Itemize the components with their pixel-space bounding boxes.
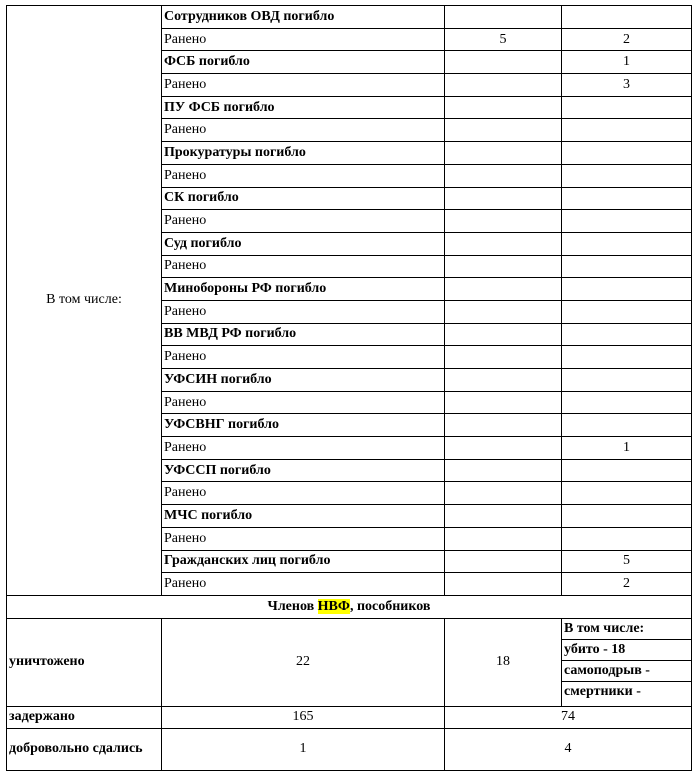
row-value-2: 1 [562, 437, 692, 460]
destroyed-note [562, 618, 692, 706]
row-label: Гражданских лиц погибло [162, 550, 445, 573]
row-label: ВВ МВД РФ погибло [162, 323, 445, 346]
section-header-row [7, 595, 692, 618]
section-header [7, 595, 692, 618]
table-row [7, 6, 692, 29]
row-label: ПУ ФСБ погибло [162, 96, 445, 119]
row-value-1 [445, 74, 562, 97]
row-value-1 [445, 300, 562, 323]
row-value-1 [445, 164, 562, 187]
row-value-1 [445, 505, 562, 528]
row-label: УФСВНГ погибло [162, 414, 445, 437]
note-line-3: самоподрыв - [562, 660, 691, 681]
row-value-1 [445, 437, 562, 460]
destroyed-value-1: 22 [162, 618, 445, 706]
row-value-2: 3 [562, 74, 692, 97]
row-value-2: 2 [562, 573, 692, 596]
row-label: УФССП погибло [162, 459, 445, 482]
row-value-2 [562, 300, 692, 323]
detained-value-2: 74 [445, 706, 692, 728]
row-value-1 [445, 96, 562, 119]
row-value-2 [562, 278, 692, 301]
destroyed-value-2: 18 [445, 618, 562, 706]
row-value-2 [562, 232, 692, 255]
row-value-2: 1 [562, 51, 692, 74]
row-label: Прокуратуры погибло [162, 142, 445, 165]
row-value-1 [445, 119, 562, 142]
note-line-1: В том числе: [564, 620, 645, 636]
row-label: Сотрудников ОВД погибло [162, 6, 445, 29]
destroyed-row [7, 618, 692, 706]
row-value-1 [445, 323, 562, 346]
row-value-1 [445, 346, 562, 369]
row-label: Ранено [162, 482, 445, 505]
detained-row [7, 706, 692, 728]
row-value-1 [445, 527, 562, 550]
row-value-2 [562, 391, 692, 414]
row-label: Ранено [162, 28, 445, 51]
row-value-1 [445, 51, 562, 74]
detained-label: задержано [7, 706, 162, 728]
row-value-2 [562, 414, 692, 437]
section-suffix: , пособников [349, 598, 431, 614]
row-value-2 [562, 255, 692, 278]
surrendered-row [7, 728, 692, 770]
destroyed-label: уничтожено [7, 618, 162, 706]
surrendered-label: добровольно сдались [7, 728, 162, 770]
note-line-2: убито - 18 [562, 639, 691, 660]
casualty-rows [7, 6, 692, 596]
row-value-2: 2 [562, 28, 692, 51]
row-value-1 [445, 369, 562, 392]
section-prefix: Членов [267, 598, 318, 614]
group-label: В том числе: [7, 6, 162, 596]
row-value-1 [445, 482, 562, 505]
row-value-1 [445, 414, 562, 437]
row-value-2 [562, 210, 692, 233]
section-highlight: НВФ [317, 598, 350, 614]
row-label: СК погибло [162, 187, 445, 210]
row-label: Ранено [162, 255, 445, 278]
row-value-2 [562, 459, 692, 482]
row-value-1 [445, 187, 562, 210]
row-label: Минобороны РФ погибло [162, 278, 445, 301]
row-value-2 [562, 96, 692, 119]
row-value-1 [445, 278, 562, 301]
nvf-section [7, 595, 692, 770]
row-value-2 [562, 346, 692, 369]
row-value-2 [562, 369, 692, 392]
row-label: Ранено [162, 391, 445, 414]
detained-value-1: 165 [162, 706, 445, 728]
surrendered-value-2: 4 [445, 728, 692, 770]
row-label: Ранено [162, 164, 445, 187]
row-value-1 [445, 142, 562, 165]
row-value-2 [562, 527, 692, 550]
surrendered-value-1: 1 [162, 728, 445, 770]
row-value-1 [445, 550, 562, 573]
row-label: Суд погибло [162, 232, 445, 255]
row-value-2 [562, 482, 692, 505]
row-label: Ранено [162, 346, 445, 369]
row-value-1 [445, 573, 562, 596]
row-value-2 [562, 505, 692, 528]
row-label: Ранено [162, 119, 445, 142]
row-value-1: 5 [445, 28, 562, 51]
row-label: МЧС погибло [162, 505, 445, 528]
row-value-2 [562, 142, 692, 165]
row-label: УФСИН погибло [162, 369, 445, 392]
row-value-2 [562, 164, 692, 187]
row-label: Ранено [162, 300, 445, 323]
row-value-2 [562, 6, 692, 29]
row-label: Ранено [162, 210, 445, 233]
row-label: Ранено [162, 437, 445, 460]
report-table [6, 5, 692, 771]
row-value-1 [445, 459, 562, 482]
row-label: Ранено [162, 573, 445, 596]
row-value-1 [445, 391, 562, 414]
row-value-2 [562, 119, 692, 142]
row-label: Ранено [162, 527, 445, 550]
row-value-1 [445, 232, 562, 255]
row-value-2: 5 [562, 550, 692, 573]
row-value-2 [562, 323, 692, 346]
row-label: Ранено [162, 74, 445, 97]
row-value-1 [445, 255, 562, 278]
note-line-4: смертники - [562, 681, 691, 702]
row-value-1 [445, 210, 562, 233]
row-value-1 [445, 6, 562, 29]
row-value-2 [562, 187, 692, 210]
row-label: ФСБ погибло [162, 51, 445, 74]
